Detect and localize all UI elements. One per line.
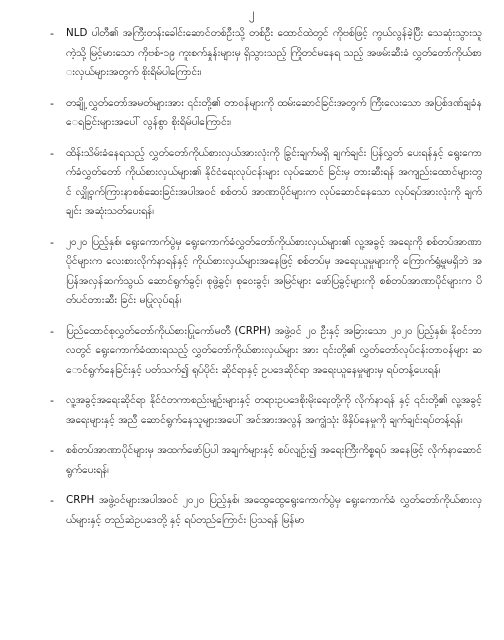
list-item <box>44 233 482 311</box>
bullet-list <box>44 24 482 541</box>
list-item-text: လူ့အခွင့်အရေးဆိုင်ရာ နိုင်ငံတကာစည်းမျဉ်းများနှင့် တရားဥပဒေစိုးမိုးရေးတို့ကို လိုက်နာရန် နှင့် ၎င်းတို့၏ လူ့အခွင့်အရေးများနှင့် အညီ ဆောင်ရွက်နေသူများအပေါ် အင်အားအလွန် အကျွံသုံး ဖိနှိပ်နေမှုကို ချက်ချင်းရပ်တန့်ရန်၊ <box>66 394 482 426</box>
list-item <box>44 24 482 83</box>
list-item-text: ပြည်ထောင်စုလွှတ်တော်ကိုယ်စားပြုကော်မတီ (CRPH) အဖွဲ့ဝင် ၂၀ ဦးနှင့် အခြားသော ၂၀၂၀ ပြည့်နှစ်၊ နိုဝင်ဘာလတွင် ရွေးကောက်ခံထားရသည့် လွှတ်တော်ကိုယ်စားလှယ်များ အား ၎င်းတို့၏ လွှတ်တော်လုပ်ငန်းတာဝန်များ ဆောင်ရွက်နေခြင်းနှင့် ပတ်သက်၍ ရုပ်ပိုင်း ဆိုင်ရာနှင့် ဥပဒေဆိုင်ရာ အရေးယူနေမှုများမှ ရပ်တန့်ပေးရန်၊ <box>66 324 482 376</box>
list-item <box>44 94 482 133</box>
page-number: ၂ <box>249 6 255 20</box>
list-item-text: စစ်တပ်အာဏာပိုင်များမှ အထက်ဖော်ပြပါ အချက်များနှင့် စပ်လျဉ်း၍ အရေးကြီးကိစ္စရပ် အနေဖြင့် လိုက်နာဆောင်ရွက်ပေးရန်၊ <box>66 444 482 476</box>
bullet-marker: - <box>50 146 54 160</box>
bullet-marker: - <box>50 27 54 40</box>
bullet-marker: - <box>50 494 54 507</box>
list-item <box>44 144 482 222</box>
list-item-text: NLD ပါတီ၏ အကြီးတန်းခေါင်းဆောင်တစ်ဦးသို့ တစ်ဦး ထောင်ထဲတွင် ကိုဗစ်ဖြင့် ကွယ်လွန်ခဲ့ပြီး သေဆုံးသွားသူကဲ့သို့ မြင့်မားသော ကိုဗစ်-၁၉ ကူးစက်နှုန်းများမှ ရှိသွားသည့် ကြိုတင်မနေရ သည့် အဖမ်းဆီးခံ လွှတ်တော်ကိုယ်စားလှယ်များအတွက် စိုးရိမ်ပါကြောင်း၊ <box>66 27 482 78</box>
list-item-text: ၂၀၂၀ ပြည့်နှစ်၊ ရွေးကောက်ပွဲမှ ရွေးကောက်ခံလွှတ်တော်ကိုယ်စားလှယ်များ၏ လူ့အခွင့် အရေးကို စစ်တပ်အာဏာပိုင်များက လေးစားလိုက်နာရန်နှင့် ကိုယ်စားလှယ်များအနေဖြင့် စစ်တပ်မှ အရေးယူမှုများကို ကြောက်ရွံ့မှုမရှိဘဲ အပြန်အလှန်ဆက်သွယ် ဆောင်ရွက်ခွင့်၊ စုဖွဲ့ခွင့်၊ စုဝေးခွင့်၊ အမြင်များ ဖော်ပြခွင့်များကို စစ်တပ်အာဏာပိုင်များက ပိတ်ပင်တားဆီး ခြင်း မပြုလုပ်ရန်၊ <box>66 235 482 306</box>
list-item <box>44 322 482 381</box>
bullet-marker: - <box>50 394 54 407</box>
list-item-text: CRPH အဖွဲ့ဝင်များအပါအဝင် ၂၀၂၀ ပြည့်နှစ်၊ အထွေထွေရွေးကောက်ပွဲမှ ရွေးကောက်ခံ လွှတ်တော်ကိုယ်စားလှယ်များနှင့် တည်ဆဲဥပဒေတို့ နှင့် ရပ်တည်ကြောင်း ပြသရန် မြန်မာ <box>66 494 482 526</box>
bullet-marker: - <box>50 444 54 457</box>
list-item-text: တချို့ လွှတ်တော်အမတ်များအား ၎င်းတို့၏ တာဝန်များကို ထမ်းဆောင်ခြင်းအတွက် ကြီးလေးသော အပြစ်ဒဏ်ချခံနေရခြင်းများအပေါ် လွန်စွာ စိုးရိမ်ပါကြောင်း၊ <box>66 96 482 128</box>
bullet-marker: - <box>50 324 54 338</box>
list-item-text: ထိန်းသိမ်းခံနေရသည့် လွှတ်တော်ကိုယ်စားလှယ်အားလုံးကို ခြွင်းချက်မရှိ ချက်ချင်း ပြန်လွှတ် ပေးရန်နှင့် ရွေးကောက်ခံလွှတ်တော် ကိုယ်စားလှယ်များ၏ နိုင်ငံရေးလုပ်ငန်းများ လုပ်ဆောင် ခြင်းမှ တားဆီးရန် အကျည်းထောင်များတွင် လျှို့ဝှက်ကြားနာစစ်ဆေးခြင်းအပါအဝင် စစ်တပ် အာဏာပိုင်များက လုပ်ဆောင်နေသော လုပ်ရပ်အားလုံးကို ချက်ချင်း အဆုံးသတ်ပေးရန်၊ <box>66 146 482 217</box>
list-item <box>44 391 482 430</box>
list-item <box>44 491 482 530</box>
bullet-marker: - <box>50 96 54 110</box>
list-item <box>44 441 482 480</box>
bullet-marker: - <box>50 235 54 249</box>
